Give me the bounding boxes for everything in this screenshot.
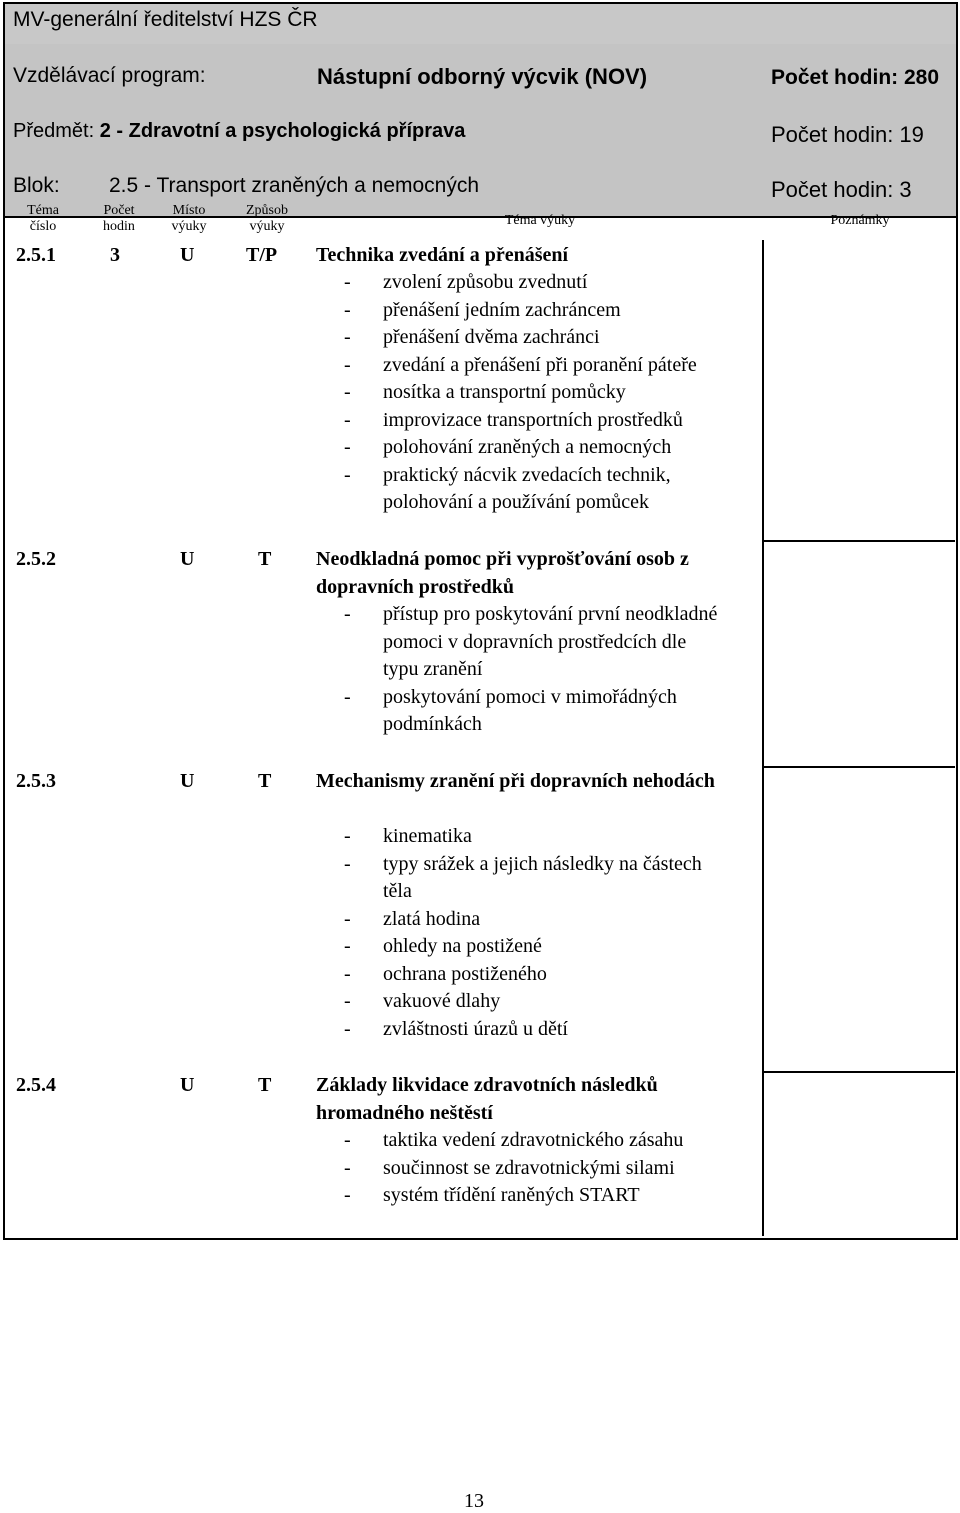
list-item: - přenášení jedním zachráncem <box>344 298 621 321</box>
list-item: - kinematika <box>344 825 472 847</box>
program-header <box>5 44 956 218</box>
block-hours: Počet hodin: 3 <box>771 177 912 202</box>
row-method: T <box>258 1074 272 1096</box>
item-text: praktický nácvik zvedacích technik, polohování a používání pomůcek <box>383 463 671 513</box>
row-place: U <box>180 770 195 792</box>
block-label: Blok: <box>13 174 60 197</box>
col-header-hours <box>90 203 148 240</box>
col-header-place <box>160 203 218 240</box>
row-place: U <box>180 244 195 266</box>
item-text: zvedání a přenášení při poranění páteře <box>383 353 697 376</box>
row-method: T <box>258 548 272 570</box>
list-item: - vakuové dlahy <box>344 990 501 1012</box>
col-header-method <box>236 203 298 240</box>
row-title: Technika zvedání a přenášení <box>316 244 569 266</box>
list-item: - ochrana postiženého <box>344 962 547 985</box>
subject-prefix: Předmět: <box>13 120 100 142</box>
col-header-text: hodin <box>103 219 135 234</box>
row-number: 2.5.3 <box>16 770 56 792</box>
row-items <box>340 269 760 517</box>
row-title: Neodkladná pomoc při vyprošťování osob z dopravních prostředků <box>316 548 689 598</box>
subject-hours: Počet hodin: 19 <box>771 122 924 147</box>
item-text: ochrana postiženého <box>383 962 547 985</box>
item-text: zvláštnosti úrazů u dětí <box>383 1017 568 1040</box>
item-text: systém třídění raněných START <box>383 1184 640 1206</box>
item-text: poskytování pomoci v mimořádných podmínkách <box>383 685 677 735</box>
item-text: přenášení dvěma zachránci <box>383 326 600 348</box>
subject-line <box>13 120 465 143</box>
row-place: U <box>180 548 195 570</box>
list-item: - zvláštnosti úrazů u dětí <box>344 1017 568 1040</box>
row-items <box>340 1127 760 1210</box>
list-item: - přístup pro poskytování první neodkladné pomoci v dopravních prostředcích dle typu zranění <box>344 603 718 680</box>
row-divider <box>762 540 955 542</box>
col-header-text: Způsob <box>246 203 288 218</box>
list-item: - typy srážek a jejich následky na částech těla <box>344 852 702 902</box>
list-item: - zlatá hodina <box>344 907 481 930</box>
program-label: Vzdělávací program: <box>13 64 206 87</box>
row-divider <box>762 1071 955 1073</box>
item-text: typy srážek a jejich následky na částech těla <box>383 852 702 902</box>
col-header-notes: Poznámky <box>830 213 890 228</box>
item-text: součinnost se zdravotnickými silami <box>383 1156 675 1179</box>
row-items <box>340 601 720 739</box>
item-text: zlatá hodina <box>383 907 481 930</box>
subject-name: 2 - Zdravotní a psychologická příprava <box>99 120 466 142</box>
col-header-text: Počet <box>103 203 135 218</box>
col-header-topic: Téma výuky <box>504 213 576 228</box>
program-name: Nástupní odborný výcvik (NOV) <box>317 64 648 89</box>
row-number: 2.5.4 <box>16 1074 56 1096</box>
item-text: přenášení jedním zachráncem <box>383 298 621 321</box>
list-item: - zvolení způsobu zvednutí <box>344 271 588 293</box>
list-item: - poskytování pomoci v mimořádných podmínkách <box>344 685 677 735</box>
block-name: 2.5 - Transport zraněných a nemocných <box>109 174 480 197</box>
list-item: - taktika vedení zdravotnického zásahu <box>344 1129 684 1151</box>
item-text: přístup pro poskytování první neodkladné pomoci v dopravních prostředcích dle typu zranění <box>383 603 718 680</box>
row-method: T <box>258 770 272 792</box>
item-text: polohování zraněných a nemocných <box>383 436 672 458</box>
item-text: nosítka a transportní pomůcky <box>383 381 626 403</box>
col-header-text: Téma <box>27 203 59 218</box>
row-divider <box>762 766 955 768</box>
row-method: T/P <box>246 244 278 266</box>
row-number: 2.5.2 <box>16 548 56 570</box>
organization-header <box>5 4 956 44</box>
col-header-text: číslo <box>29 219 57 234</box>
item-text: taktika vedení zdravotnického zásahu <box>383 1129 684 1151</box>
list-item: - ohledy na postižené <box>344 935 542 957</box>
row-hours: 3 <box>110 244 120 266</box>
page-number: 13 <box>464 1490 484 1512</box>
row-number: 2.5.1 <box>16 244 56 266</box>
row-title: Základy likvidace zdravotních následků hromadného neštěstí <box>316 1074 658 1124</box>
item-text: improvizace transportních prostředků <box>383 408 683 431</box>
list-item: - polohování zraněných a nemocných <box>344 436 672 458</box>
item-text: zvolení způsobu zvednutí <box>383 271 588 293</box>
list-item: - praktický nácvik zvedacích technik, polohování a používání pomůcek <box>344 463 671 513</box>
col-header-text: Místo <box>172 203 206 218</box>
list-item: - nosítka a transportní pomůcky <box>344 381 626 403</box>
list-item: - zvedání a přenášení při poranění páteře <box>344 353 697 376</box>
row-items <box>340 823 720 1043</box>
list-item: - systém třídění raněných START <box>344 1184 640 1206</box>
item-text: vakuové dlahy <box>383 990 501 1012</box>
program-hours: Počet hodin: 280 <box>771 66 940 89</box>
row-place: U <box>180 1074 195 1096</box>
list-item: - součinnost se zdravotnickými silami <box>344 1156 675 1179</box>
col-header-text: výuky <box>171 219 207 234</box>
item-text: kinematika <box>383 825 472 847</box>
col-header-topic-number <box>14 203 72 240</box>
item-text: ohledy na postižené <box>383 935 542 957</box>
list-item: - improvizace transportních prostředků <box>344 408 683 431</box>
row-title: Mechanismy zranění při dopravních nehodách <box>316 770 715 792</box>
column-divider <box>762 240 764 1236</box>
col-header-text: výuky <box>249 219 285 234</box>
organization-name: MV-generální ředitelství HZS ČR <box>13 8 318 31</box>
list-item: - přenášení dvěma zachránci <box>344 326 600 348</box>
